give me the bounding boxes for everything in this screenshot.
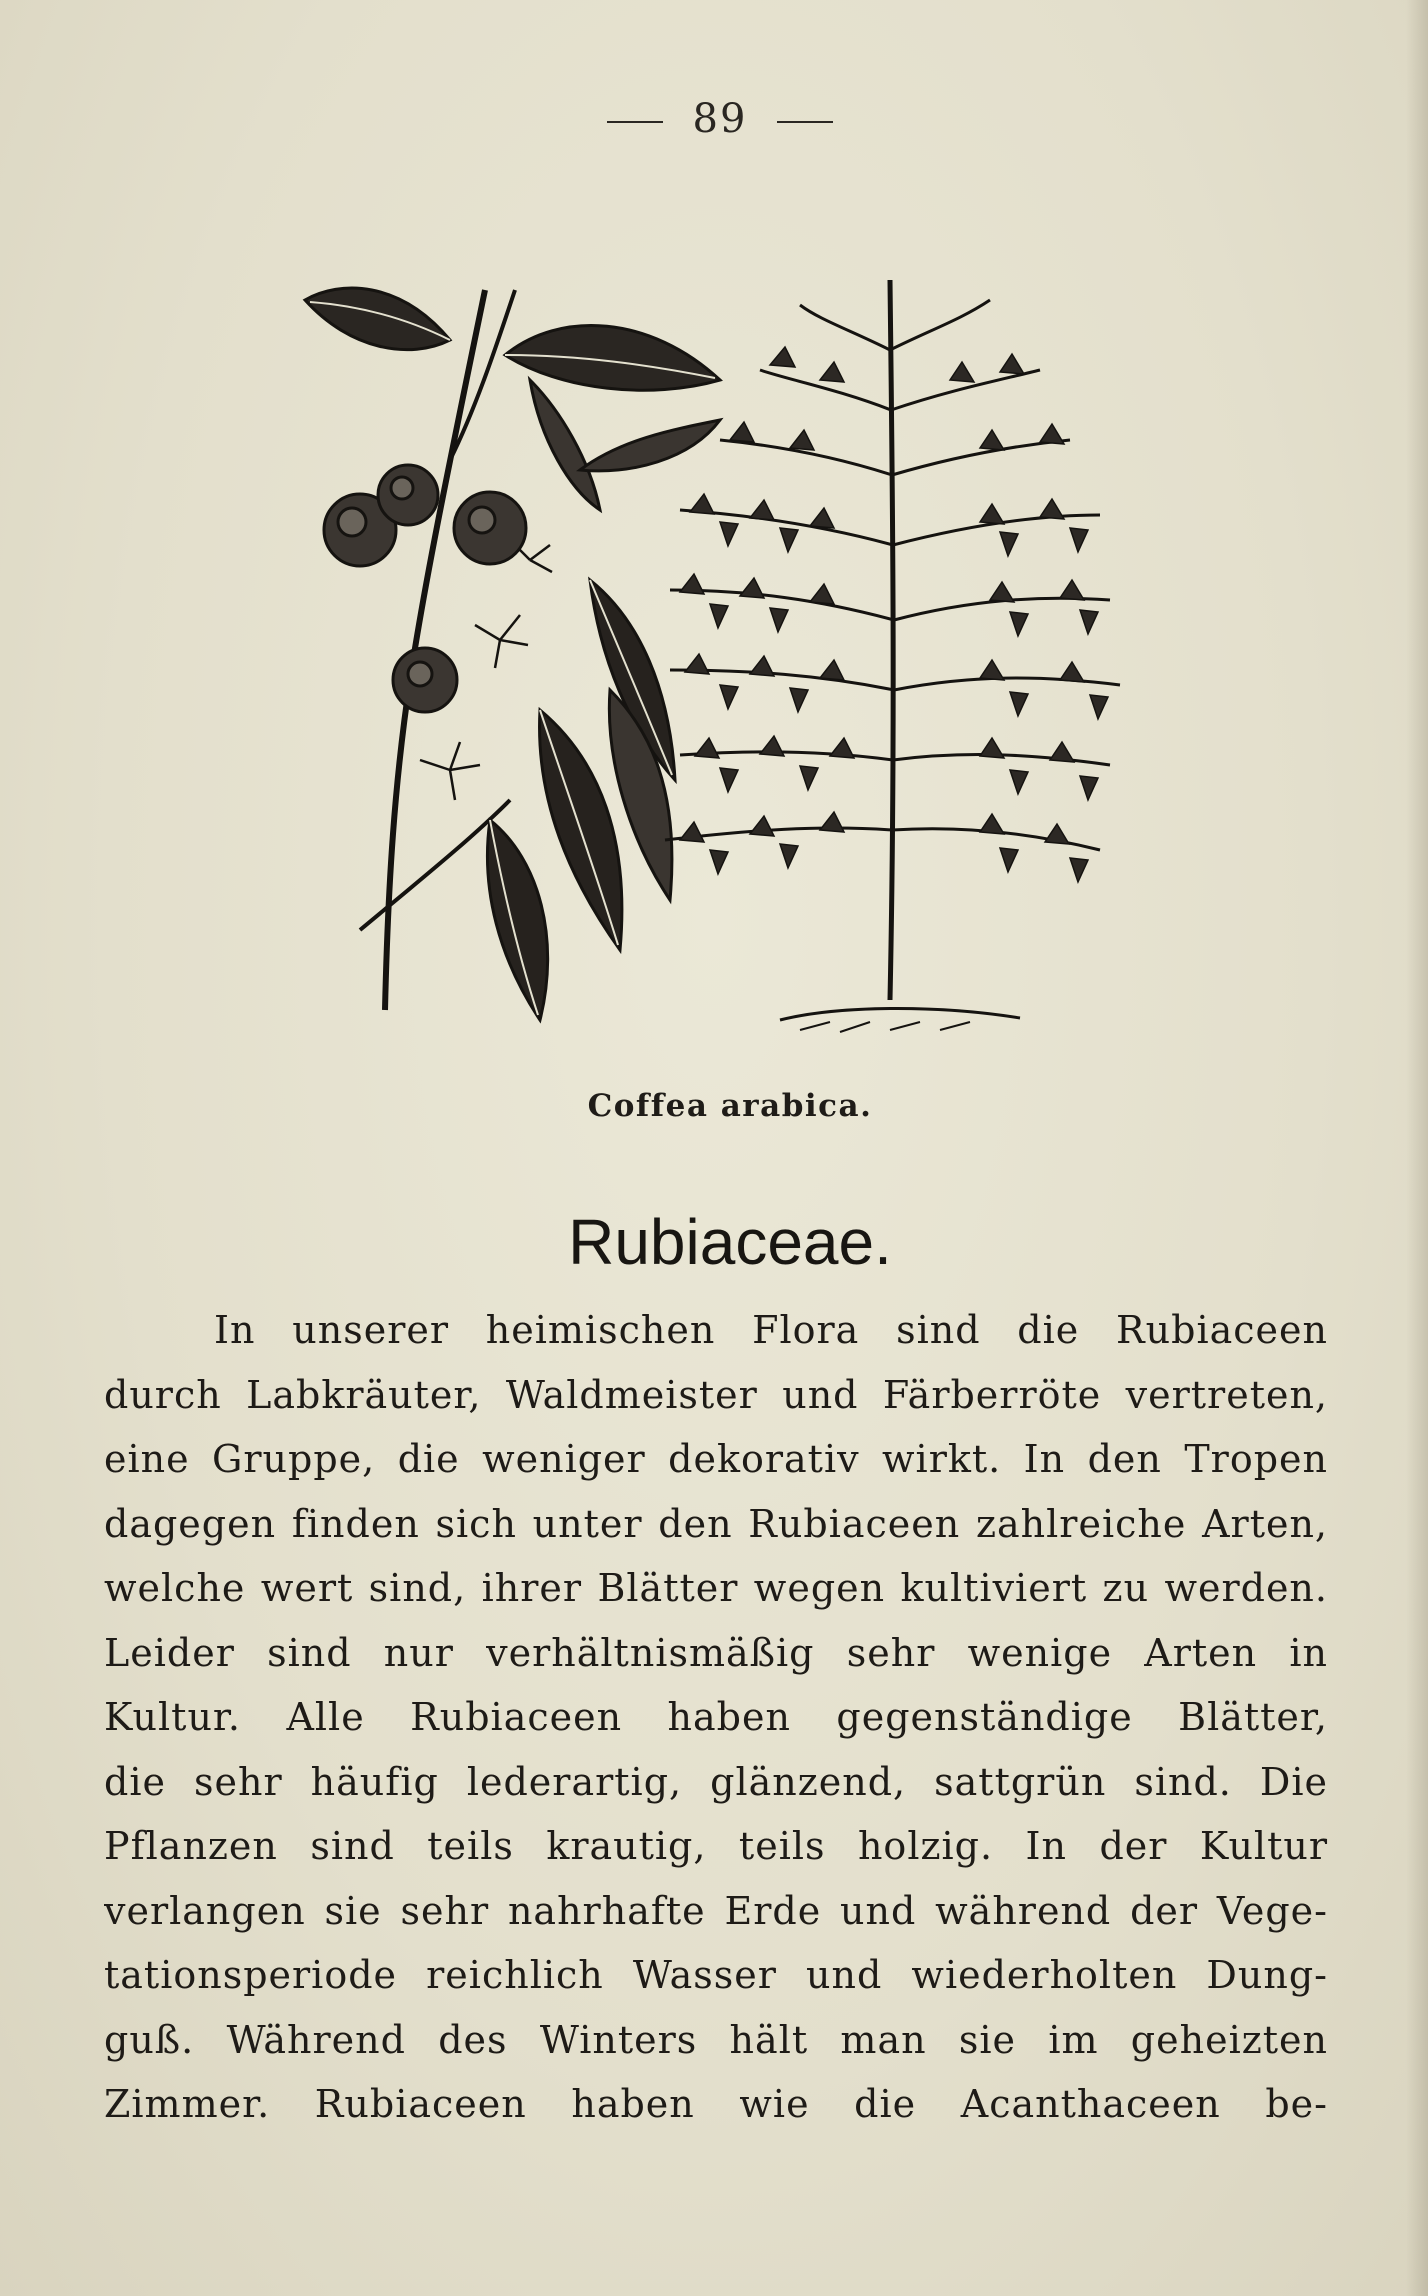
- coffee-plant-illustration: [300, 260, 1160, 1060]
- text-line: dagegen finden sich unter den Rubiaceen zahlreiche Arten,: [104, 1501, 1328, 1546]
- text-line: In unserer heimischen Flora sind die Rubiaceen: [214, 1308, 1328, 1352]
- text-line: eine Gruppe, die weniger dekorativ wirkt. In den Tropen: [104, 1437, 1328, 1481]
- text-line: tationsperiode reichlich Wasser und wiederholten Dung-: [104, 1953, 1328, 1997]
- text-line: Kultur. Alle Rubiaceen haben gegenständige Blätter,: [104, 1695, 1328, 1739]
- figure-caption: Coffea arabica.: [587, 1088, 873, 1124]
- body-text: [104, 1298, 1328, 2137]
- page-number-dash-right: [777, 121, 833, 123]
- page-number: [560, 96, 880, 142]
- page-edge-shadow: [1406, 0, 1428, 2296]
- section-title: Rubiaceae.: [568, 1206, 892, 1278]
- text-line: die sehr häufig lederartig, glänzend, sattgrün sind. Die: [104, 1759, 1328, 1804]
- text-line: Leider sind nur verhältnismäßig sehr wenige Arten in: [104, 1630, 1328, 1675]
- text-line: durch Labkräuter, Waldmeister und Färberröte vertreten,: [104, 1372, 1328, 1417]
- text-line: Pflanzen sind teils krautig, teils holzig. In der Kultur: [104, 1824, 1328, 1868]
- page-number-dash-left: [607, 121, 663, 123]
- page-number-value: 89: [692, 96, 748, 142]
- text-line: Zimmer. Rubiaceen haben wie die Acanthaceen be-: [104, 2082, 1328, 2126]
- coffee-tree-drawing: [665, 280, 1120, 1032]
- coffee-branch-drawing: [305, 288, 720, 1020]
- text-line: verlangen sie sehr nahrhafte Erde und während der Vege-: [104, 1888, 1328, 1933]
- text-line: guß. Während des Winters hält man sie im geheizten: [104, 2017, 1328, 2062]
- text-line: welche wert sind, ihrer Blätter wegen kultiviert zu werden.: [104, 1566, 1328, 1610]
